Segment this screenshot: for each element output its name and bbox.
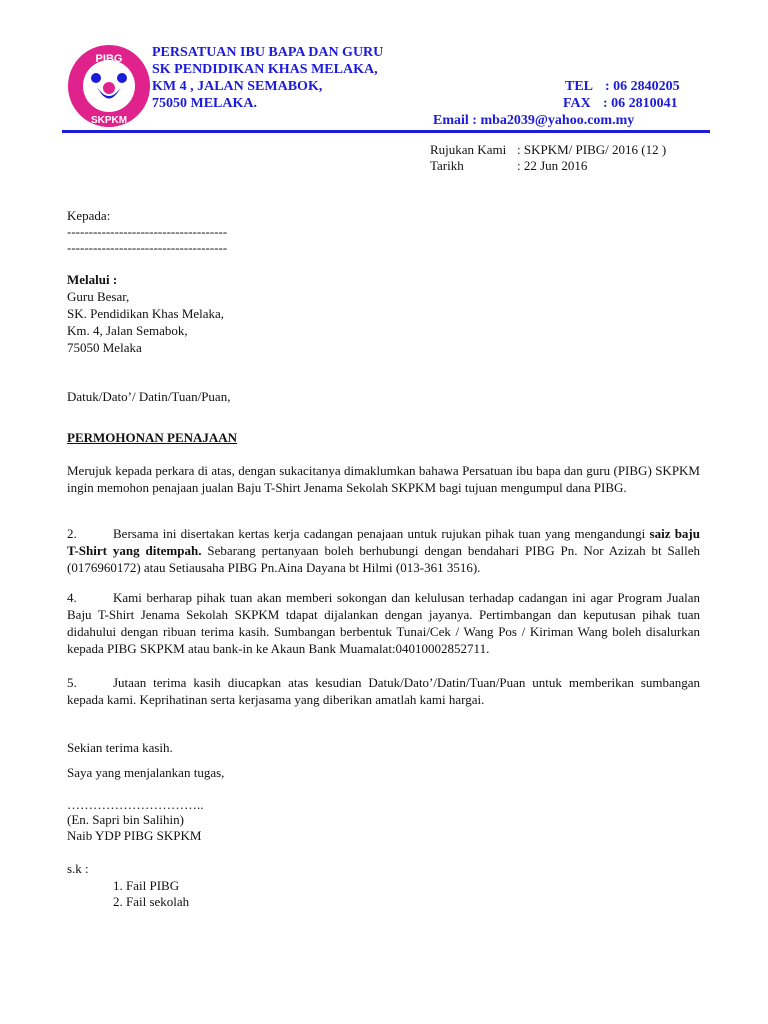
- paragraph-3-number: 4.: [67, 590, 77, 605]
- header-divider: [62, 130, 710, 133]
- rujukan-label: Rujukan Kami: [430, 142, 507, 157]
- tel-label: TEL: [565, 79, 594, 94]
- logo-bottom-text: SKPKM: [90, 115, 128, 126]
- logo-figure-right-icon: [117, 73, 127, 83]
- tel-value: : 06 2840205: [605, 79, 680, 94]
- fax-label: FAX: [563, 96, 591, 111]
- paragraph-2-number: 2.: [67, 526, 77, 541]
- org-address-line-2: 75050 MELAKA.: [152, 96, 257, 111]
- org-address-line-1: KM 4 , JALAN SEMABOK,: [152, 79, 323, 94]
- paragraph-2: [67, 525, 700, 576]
- via-line-1: Guru Besar,: [67, 289, 130, 304]
- cc-item-1: 1. Fail PIBG: [113, 878, 180, 893]
- recipient-blank-line-2: -------------------------------------: [67, 240, 228, 255]
- logo-figure-left-icon: [91, 73, 101, 83]
- signature-dots: …………………………..: [67, 797, 204, 812]
- rujukan-value: : SKPKM/ PIBG/ 2016 (12 ): [517, 142, 667, 157]
- subject-heading: PERMOHONAN PENAJAAN: [67, 430, 238, 445]
- org-name-line-2: SK PENDIDIKAN KHAS MELAKA,: [152, 62, 378, 77]
- paragraph-1: Merujuk kepada perkara di atas, dengan sukacitanya dimaklumkan bahawa Persatuan ibu bapa dan guru (PIBG) SKPKM ingin memohon penajaan jualan Baju T-Shirt Jenama Sekolah SKPKM bagi tujuan mengumpul dana PIBG.: [67, 463, 700, 495]
- paragraph-2-text-b: Sebarang pertanyaan boleh berhubungi dengan bendahari PIBG Pn. Nor Azizah bt Salleh (0176960172) atau Setiausaha PIBG Pn.Aina Dayana bt Hilmi (013-361 3516).: [67, 543, 700, 575]
- fax-value: : 06 2810041: [603, 96, 678, 111]
- closing-duty: Saya yang menjalankan tugas,: [67, 765, 225, 780]
- paragraph-2-bold: saiz baju T-Shirt yang ditempah.: [67, 526, 700, 558]
- via-line-4: 75050 Melaka: [67, 340, 142, 355]
- org-name-line-1: PERSATUAN IBU BAPA DAN GURU: [152, 45, 384, 60]
- paragraph-3: [67, 589, 700, 657]
- signatory-name: (En. Sapri bin Salihin): [67, 812, 184, 827]
- pibg-logo: [67, 44, 151, 128]
- paragraph-4: [67, 674, 700, 708]
- kepada-label: Kepada:: [67, 208, 111, 223]
- melalui-label: Melalui :: [67, 272, 118, 287]
- paragraph-4-text: Jutaan terima kasih diucapkan atas kesudian Datuk/Dato’/Datin/Tuan/Puan untuk memberikan sumbangan kepada kami. Keprihatinan serta kerjasama yang diberikan amatlah kami hargai.: [67, 675, 700, 707]
- email-line: Email : mba2039@yahoo.com.my: [433, 113, 635, 128]
- tarikh-label: Tarikh: [430, 158, 464, 173]
- logo-center-figure-icon: [103, 82, 115, 94]
- via-line-3: Km. 4, Jalan Semabok,: [67, 323, 188, 338]
- paragraph-4-number: 5.: [67, 675, 77, 690]
- tarikh-value: : 22 Jun 2016: [517, 158, 588, 173]
- cc-label: s.k :: [67, 861, 89, 876]
- paragraph-2-text-a: Bersama ini disertakan kertas kerja cadangan penajaan untuk rujukan pihak tuan yang mengandungi: [113, 526, 650, 541]
- paragraph-3-text: Kami berharap pihak tuan akan memberi sokongan dan kelulusan terhadap cadangan ini agar Program Jualan Baju T-Shirt Jenama Sekolah SKPKM tdapat dijalankan dengan jayanya. Pertimbangan dan keputusan pihak tuan didahului dengan ribuan terima kasih. Sumbangan berbentuk Tunai/Cek / Wang Pos / Kiriman Wang boleh disalurkan kepada PIBG SKPKM atau bank-in ke Akaun Bank Muamalat:04010002852711.: [67, 590, 700, 656]
- salutation: Datuk/Dato’/ Datin/Tuan/Puan,: [67, 389, 231, 404]
- closing-thanks: Sekian terima kasih.: [67, 740, 173, 755]
- via-line-2: SK. Pendidikan Khas Melaka,: [67, 306, 225, 321]
- cc-item-2: 2. Fail sekolah: [113, 894, 190, 909]
- recipient-blank-line-1: -------------------------------------: [67, 224, 228, 239]
- signatory-title: Naib YDP PIBG SKPKM: [67, 828, 202, 843]
- logo-top-text: PIBG: [95, 53, 123, 65]
